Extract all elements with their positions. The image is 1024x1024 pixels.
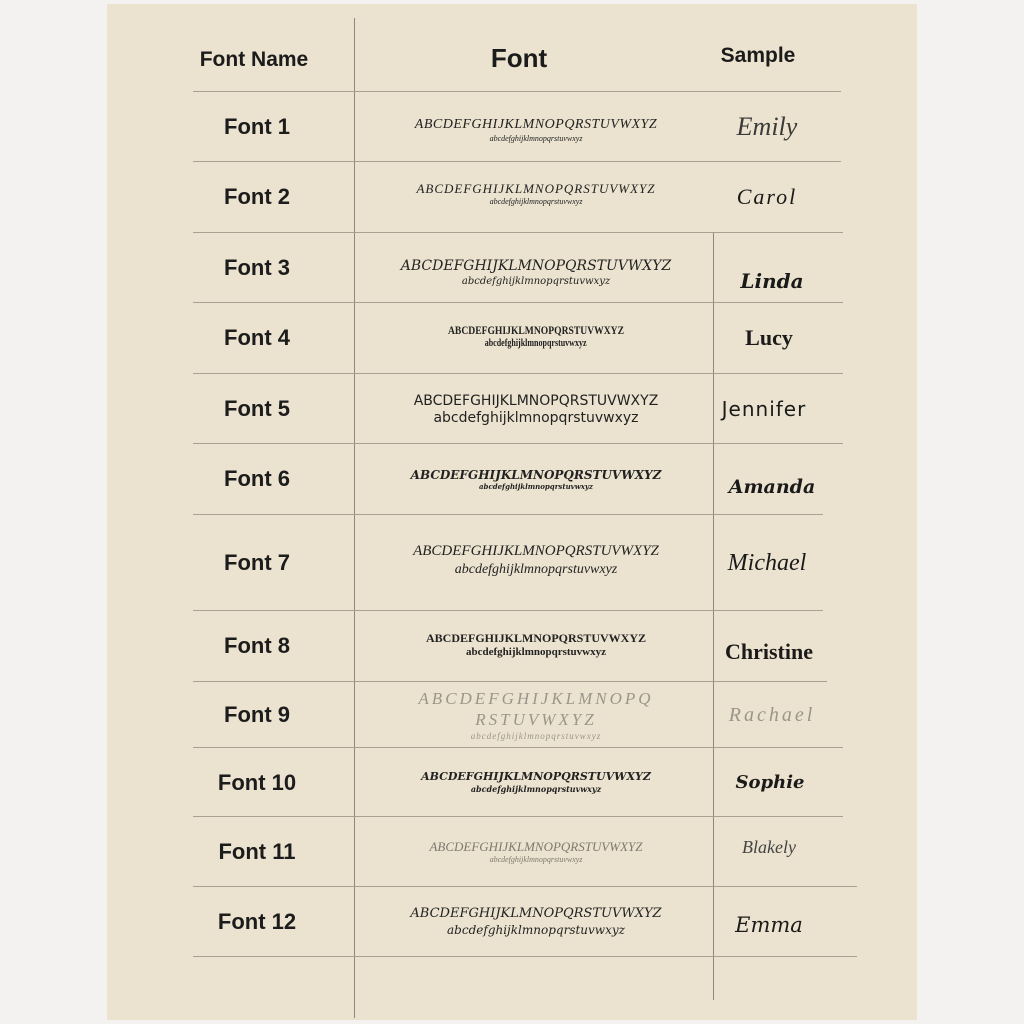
sample-name: Linda [740,269,804,293]
sample-name: Blakely [742,836,796,857]
specimen-lowercase: abcdefghijklmnopqrstuvwxyz [461,275,611,287]
font-specimen [354,307,718,367]
specimen-lowercase: abcdefghijklmnopqrstuvwxyz [470,730,602,741]
font-specimen [354,754,718,810]
font-specimen [354,528,718,592]
header-font-name: Font Name [199,48,309,71]
specimen-lowercase: abcdefghijklmnopqrstuvwxyz [454,561,618,577]
specimen-lowercase: abcdefghijklmnopqrstuvwxyz [466,645,606,658]
specimen-lowercase: abcdefghijklmnopqrstuvwxyz [489,133,583,143]
font-specimen [354,615,718,675]
specimen-lowercase: abcdefghijklmnopqrstuvwxyz [479,482,593,492]
specimen-uppercase: ABCDEFGHIJKLMNOPQ [418,689,654,709]
sample-name: Rachael [728,703,816,726]
font-name-cell: Font 4 [224,325,290,350]
sample-name: Sophie [735,772,805,793]
specimen-uppercase: ABCDEFGHIJKLMNOPQRSTUVWXYZ [413,392,659,409]
sample-name: Jennifer [721,397,807,421]
sample-name: Michael [727,549,807,576]
font-chart-card [107,4,917,1020]
specimen-uppercase: ABCDEFGHIJKLMNOPQRSTUVWXYZ [413,542,659,559]
specimen-uppercase: ABCDEFGHIJKLMNOPQRSTUVWXYZ [410,468,662,483]
font-specimen [354,896,718,948]
specimen-lowercase: abcdefghijklmnopqrstuvwxyz [489,197,583,207]
header-font: Font [490,42,548,73]
font-specimen [354,450,718,510]
specimen-uppercase: ABCDEFGHIJKLMNOPQRSTUVWXYZ [429,838,643,854]
sample-name: Christine [725,639,813,664]
specimen-uppercase: ABCDEFGHIJKLMNOPQRSTUVWXYZ [416,180,656,196]
specimen-lowercase: abcdefghijklmnopqrstuvwxyz [470,783,602,794]
font-name-cell: Font 9 [224,702,290,727]
font-name-cell: Font 12 [217,909,297,934]
sample-name: Emily [736,112,798,141]
font-name-cell: Font 1 [224,114,290,139]
sample-name: Amanda [728,476,816,498]
specimen-lowercase: abcdefghijklmnopqrstuvwxyz [485,338,587,350]
specimen-uppercase: ABCDEFGHIJKLMNOPQRSTUVWXYZ [414,117,658,133]
font-name-cell: Font 8 [224,633,290,658]
specimen-lowercase: abcdefghijklmnopqrstuvwxyz [489,855,583,865]
font-name-cell: Font 11 [218,839,296,864]
specimen-uppercase-continued: RSTUVWXYZ [475,710,597,730]
font-name-cell: Font 10 [217,769,297,795]
specimen-uppercase: ABCDEFGHIJKLMNOPQRSTUVWXYZ [425,630,646,645]
header-sample: Sample [720,44,796,67]
font-specimen [354,684,718,746]
specimen-uppercase: ABCDEFGHIJKLMNOPQRSTUVWXYZ [410,906,662,922]
specimen-uppercase: ABCDEFGHIJKLMNOPQRSTUVWXYZ [400,258,672,274]
sample-name: Carol [736,184,798,209]
font-name-cell: Font 3 [224,255,290,280]
specimen-uppercase: ABCDEFGHIJKLMNOPQRSTUVWXYZ [447,323,624,338]
font-name-cell: Font 2 [224,184,290,209]
font-specimen [354,243,718,303]
font-specimen [354,164,718,224]
sample-name: Emma [735,913,803,937]
font-name-cell: Font 7 [224,550,290,575]
sample-name: Lucy [745,325,793,350]
font-name-cell: Font 5 [224,396,290,421]
font-name-cell: Font 6 [224,466,290,491]
specimen-lowercase: abcdefghijklmnopqrstuvwxyz [433,410,639,426]
font-specimen [354,100,718,160]
specimen-lowercase: abcdefghijklmnopqrstuvwxyz [447,922,625,937]
specimen-uppercase: ABCDEFGHIJKLMNOPQRSTUVWXYZ [421,770,651,784]
font-specimen [354,822,718,882]
